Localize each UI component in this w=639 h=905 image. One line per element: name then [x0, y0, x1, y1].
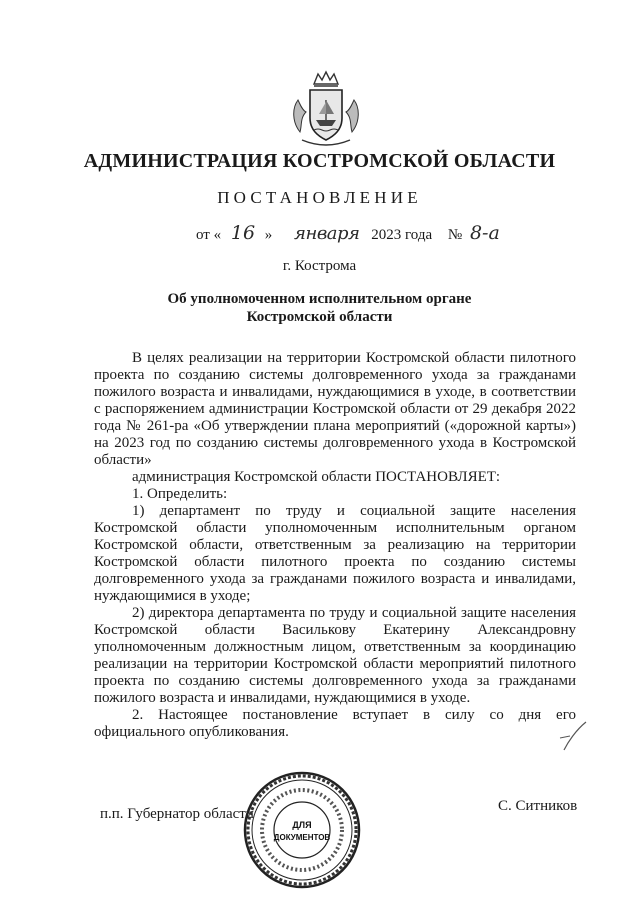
- document-number-handwritten: 8-а: [469, 222, 500, 244]
- date-prefix: от «: [196, 227, 222, 243]
- signature-name: С. Ситников: [498, 798, 578, 814]
- number-prefix: №: [447, 227, 463, 243]
- date-day-handwritten: 16: [230, 222, 256, 244]
- document-title-line2: Костромской области: [246, 309, 393, 325]
- date-year: 2023 года: [371, 227, 433, 243]
- document-type: ПОСТАНОВЛЕНИЕ: [217, 188, 422, 207]
- document-body: [94, 350, 576, 741]
- document-title: [0, 290, 639, 326]
- stamp-center-line2: ДОКУМЕНТОВ: [273, 833, 331, 842]
- coat-of-arms-icon: [288, 70, 364, 150]
- document-title-line1: Об уполномоченном исполнительном органе: [167, 291, 472, 307]
- city: г. Кострома: [282, 258, 357, 274]
- paragraph-item-1-2: 2) директора департамента по труду и социальной защите населения Костромской области Василькову Екатерину Александровну уполномоченным должностным лицом, ответственным за координацию реализации на территории Костромской области мероприятий пилотного проекта по созданию системы долговременного ухода за гражданами пожилого возраста и инвалидами, нуждающимися в уходе.: [94, 605, 576, 706]
- signature-title: п.п. Губернатор области: [100, 806, 254, 822]
- paragraph-resolves: администрация Костромской области ПОСТАНОВЛЯЕТ:: [132, 469, 501, 485]
- handwritten-mark-icon: [556, 716, 592, 756]
- date-month-handwritten: января: [294, 223, 360, 244]
- paragraph-preamble: В целях реализации на территории Костромской области пилотного проекта по созданию системы долговременного ухода за гражданами пожилого возраста и инвалидами, нуждающимися в уходе, в соответствии с распоряжением администрации Костромской области от 29 декабря 2022 года № 261-ра «Об утверждении плана мероприятий («дорожной карты») на 2023 год по созданию системы долговременного ухода в Костромской области»: [94, 350, 576, 468]
- paragraph-item-2: 2. Настоящее постановление вступает в силу со дня его официального опубликования.: [94, 707, 576, 740]
- organization-name: АДМИНИСТРАЦИЯ КОСТРОМСКОЙ ОБЛАСТИ: [83, 150, 556, 172]
- stamp-center-line1: ДЛЯ: [292, 820, 312, 830]
- date-mid: »: [264, 227, 273, 243]
- paragraph-item-1: 1. Определить:: [132, 486, 228, 502]
- date-line: [196, 222, 616, 244]
- paragraph-item-1-1: 1) департамент по труду и социальной защите населения Костромской области уполномоченным исполнительным органом Костромской области, ответственным за реализацию на территории Костромской области пилотного проекта по созданию системы долговременного ухода за гражданами пожилого возраста и инвалидами, нуждающимися в уходе;: [94, 503, 576, 604]
- official-stamp-icon: [242, 770, 362, 890]
